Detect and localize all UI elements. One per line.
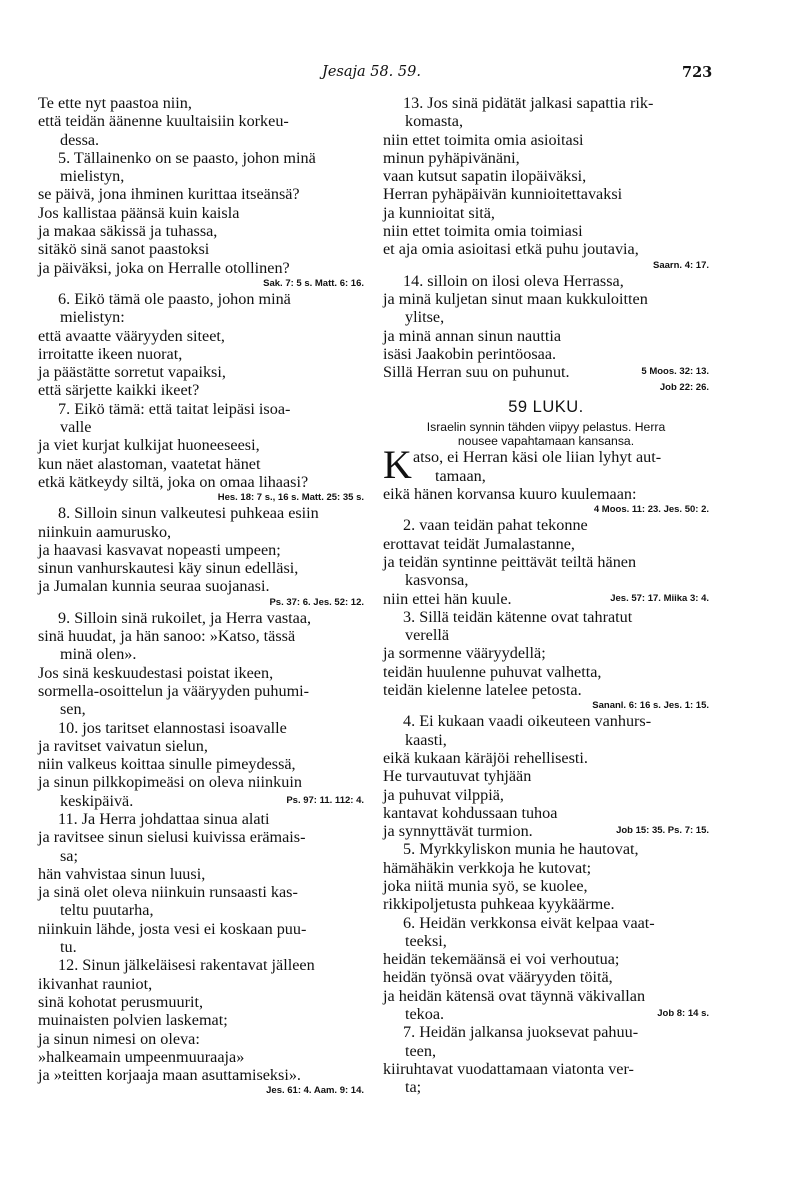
text-line: ja synnyttävät turmion. [383, 822, 533, 841]
text-line: että teidän äänenne kuultaisiin korkeu- [38, 112, 289, 131]
text-line: minä olen». [60, 645, 137, 664]
running-title: Jesaja 58. 59. [322, 64, 421, 80]
verse-start-7: 7. Eikö tämä: että taitat leipäsi isoa- [58, 399, 291, 418]
text-line: ja minä annan sinun nauttia [383, 326, 562, 345]
chapter-title: 59 LUKU. [508, 398, 584, 417]
text-line: teltu puutarha, [60, 901, 154, 920]
text-line: atso, ei Herran käsi ole liian lyhyt aut- [413, 448, 662, 467]
text-line: sinun vanhurskautesi käy sinun edelläsi, [38, 559, 299, 578]
text-line: heidän työnsä ovat vääryyden töitä, [383, 968, 613, 987]
text-line: sa; [60, 846, 78, 865]
text-line: verellä [405, 626, 450, 645]
verse-start-6: 6. Eikö tämä ole paasto, johon minä [58, 289, 291, 308]
text-line: hämähäkin verkkoja he kutovat; [383, 858, 592, 877]
cross-reference: Jes. 57: 17. Miika 3: 4. [610, 592, 709, 604]
text-line: isäsi Jaakobin perintöosaa. [383, 344, 557, 363]
text-line: kun näet alastoman, vaatetat hänet [38, 454, 261, 473]
text-line: ikivanhat rauniot, [38, 974, 153, 993]
text-line: ja puhuvat vilppiä, [383, 785, 504, 804]
text-line: sinä huudat, ja hän sanoo: »Katso, tässä [38, 627, 296, 646]
text-line: Jos kallistaa päänsä kuin kaisla [38, 203, 240, 222]
text-line: se päivä, jona ihminen kurittaa itseänsä? [38, 185, 300, 204]
text-line-with-reference [383, 822, 709, 840]
text-line: valle [60, 418, 92, 437]
text-line: teen, [405, 1041, 437, 1060]
chapter-opening [383, 442, 709, 488]
text-line: ja haavasi kasvavat nopeasti umpeen; [38, 540, 281, 559]
text-line: ja päiväksi, joka on Herralle otollinen? [38, 258, 290, 277]
text-line: vaan kutsut sapatin ilopäiväksi, [383, 167, 587, 186]
text-line: mielistyn, [60, 167, 125, 186]
text-line: rikkipoljetusta puhkeaa kyykäärme. [383, 895, 615, 914]
text-line: ylitse, [405, 308, 445, 327]
text-line-with-reference [383, 1005, 709, 1023]
text-line: »halkeamain umpeenmuuraaja» [38, 1047, 245, 1066]
text-line: erottavat teidät Jumalastanne, [383, 534, 575, 553]
text-line: sinä kohotat perusmuurit, [38, 992, 203, 1011]
text-line: heidän tekemäänsä ei voi verhoutua; [383, 950, 620, 969]
verse-start-8: 8. Silloin sinun valkeutesi puhkeaa esiin [58, 504, 319, 523]
text-line-with-reference [383, 590, 709, 608]
text-line: tamaan, [435, 466, 486, 485]
text-line: kantavat kohdussaan tuhoa [383, 803, 558, 822]
cross-reference: Job 15: 35. Ps. 7: 15. [616, 825, 709, 837]
text-line: niin ettei hän kuule. [383, 589, 512, 608]
text-line: ja sormenne vääryydellä; [383, 644, 546, 663]
verse-start-6: 6. Heidän verkkonsa eivät kelpaa vaat- [403, 913, 655, 932]
text-line: ja ravitsee sinun sielusi kuivissa erämais- [38, 828, 306, 847]
cross-reference: Job 22: 26. [659, 382, 709, 394]
cross-reference: 5 Moos. 32: 13. [641, 366, 709, 378]
text-line: irroitatte ikeen nuorat, [38, 344, 183, 363]
text-line: joka niitä munia syö, se kuolee, [383, 876, 588, 895]
right-column [383, 94, 709, 1097]
text-line: ja sinä olet oleva niinkuin runsaasti kas- [38, 883, 298, 902]
text-line: Sillä Herran suu on puhunut. [383, 363, 570, 382]
text-line: ja sinun pilkkopimeäsi on oleva niinkuin [38, 773, 302, 792]
text-line: etkä kätkeydy siltä, joka on omaa lihaasi? [38, 472, 309, 491]
verse-start-12: 12. Sinun jälkeläisesi rakentavat jälleen [58, 956, 315, 975]
text-line: minun pyhäpivänäni, [383, 148, 520, 167]
text-line: Te ette nyt paastoa niin, [38, 94, 192, 112]
cross-reference: Sak. 7: 5 s. Matt. 6: 16. [263, 277, 364, 289]
text-line: kasvonsa, [405, 571, 469, 590]
cross-reference: 4 Moos. 11: 23. Jes. 50: 2. [593, 504, 709, 516]
summary-line: Israelin synnin tähden viipyy pelastus. Herra [426, 420, 666, 435]
text-line: niin valkeus koittaa sinulle pimeydessä, [38, 755, 296, 774]
cross-reference: Hes. 18: 7 s., 16 s. Matt. 25: 35 s. [217, 492, 364, 504]
text-line: dessa. [60, 130, 100, 149]
cross-reference: Jes. 61: 4. Aam. 9: 14. [266, 1085, 364, 1097]
cross-reference: Job 8: 14 s. [657, 1008, 709, 1020]
text-line: sitäkö sinä sanot paastoksi [38, 240, 210, 259]
text-line: niin ettet toimita omia toimiasi [383, 222, 583, 241]
text-line: tu. [60, 938, 77, 957]
text-line: sen, [60, 700, 86, 719]
text-line: ja Jumalan kunnia seuraa suojanasi. [38, 577, 270, 596]
drop-cap: K [383, 442, 412, 488]
text-line: ja ravitset vaivatun sielun, [38, 736, 208, 755]
page-number: 723 [682, 64, 713, 81]
text-line: kaasti, [405, 730, 447, 749]
summary-line: nousee vapahtamaan kansansa. [457, 434, 635, 449]
text-line-with-reference [38, 792, 364, 810]
text-line: sormella-osoittelun ja vääryyden puhumi- [38, 681, 310, 700]
text-line: eikä hänen korvansa kuuro kuulemaan: [383, 485, 637, 504]
cross-reference: Ps. 97: 11. 112: 4. [286, 794, 364, 806]
text-line: ja teidän syntinne peittävät teiltä hänen [383, 552, 637, 571]
text-line: komasta, [405, 112, 463, 131]
text-line: et aja omia asioitasi etkä puhu joutavia, [383, 240, 639, 259]
text-line: teidän kielenne latelee petosta. [383, 681, 582, 700]
text-line: niinkuin aamurusko, [38, 522, 172, 541]
text-line: niinkuin lähde, josta vesi ei koskaan puu- [38, 919, 307, 938]
verse-start-14: 14. silloin on ilosi oleva Herrassa, [403, 271, 624, 290]
text-line: teidän huulenne puhuvat valhetta, [383, 662, 602, 681]
cross-reference: Saarn. 4: 17. [653, 259, 709, 271]
verse-start-10: 10. jos taritset elannostasi isoavalle [58, 718, 287, 737]
text-line: tekoa. [405, 1005, 445, 1024]
text-line: kiiruhtavat vuodattamaan viatonta ver- [383, 1059, 634, 1078]
verse-start-2: 2. vaan teidän pahat tekonne [403, 516, 588, 535]
text-line: He turvautuvat tyhjään [383, 767, 532, 786]
text-line: ja minä kuljetan sinut maan kukkuloitten [383, 289, 648, 308]
text-line-with-reference [383, 363, 709, 381]
verse-start-11: 11. Ja Herra johdattaa sinua alati [58, 809, 270, 828]
text-line: keskipäivä. [60, 791, 134, 810]
text-line: niin ettet toimita omia asioitasi [383, 130, 584, 149]
text-line: eikä kukaan käräjöi rehellisesti. [383, 748, 588, 767]
text-line: ja kunnioitat sitä, [383, 203, 495, 222]
text-line: ja päästätte sorretut vapaiksi, [38, 363, 226, 382]
text-line: muinaisten polvien laskemat; [38, 1011, 228, 1030]
text-line: ja viet kurjat kulkijat huoneeseesi, [38, 436, 260, 455]
text-line: hän vahvistaa sinun luusi, [38, 864, 206, 883]
verse-start-5: 5. Myrkkyliskon munia he hautovat, [403, 840, 639, 859]
verse-start-3: 3. Sillä teidän kätenne ovat tahratut [403, 607, 633, 626]
text-line: teeksi, [405, 931, 447, 950]
text-line: ja makaa säkissä ja tuhassa, [38, 222, 218, 241]
text-line: Jos sinä keskuudestasi poistat ikeen, [38, 663, 274, 682]
verse-start-5: 5. Tällainenko on se paasto, johon minä [58, 148, 316, 167]
verse-start-13: 13. Jos sinä pidätät jalkasi sapattia rik- [403, 94, 654, 112]
text-line: mielistyn: [60, 308, 125, 327]
text-line: Herran pyhäpäivän kunnioitettavaksi [383, 185, 623, 204]
cross-reference: Ps. 37: 6. Jes. 52: 12. [269, 596, 364, 608]
text-line: ja »teitten korjaaja maan asuttamiseksi». [38, 1066, 301, 1085]
left-column [38, 94, 364, 1097]
chapter-summary [383, 420, 709, 448]
cross-reference: Sananl. 6: 16 s. Jes. 1: 15. [592, 700, 709, 712]
text-line: ta; [405, 1078, 422, 1097]
verse-start-9: 9. Silloin sinä rukoilet, ja Herra vastaa, [58, 608, 312, 627]
text-line: ja sinun nimesi on oleva: [38, 1029, 200, 1048]
text-line: että särjette kaikki ikeet? [38, 381, 200, 400]
text-line: ja heidän kätensä ovat täynnä väkivallan [383, 986, 646, 1005]
page-header [0, 64, 792, 86]
verse-start-4: 4. Ei kukaan vaadi oikeuteen vanhurs- [403, 712, 652, 731]
text-line: että avaatte vääryyden siteet, [38, 326, 225, 345]
verse-start-7: 7. Heidän jalkansa juoksevat pahuu- [403, 1023, 639, 1042]
